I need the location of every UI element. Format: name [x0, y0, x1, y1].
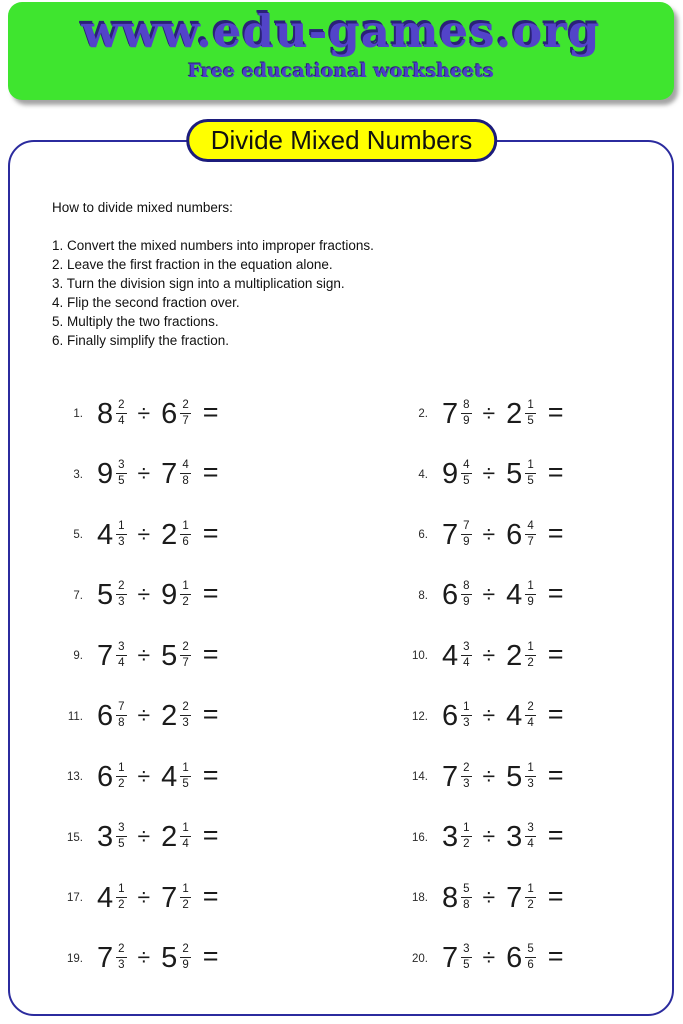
division-sign: ÷ [137, 399, 151, 426]
dividend-whole: 6 [442, 579, 459, 612]
problem-item [55, 687, 400, 748]
division-sign: ÷ [137, 762, 151, 789]
problem-number: 19. [67, 952, 83, 965]
fraction-denominator: 5 [118, 838, 125, 851]
equals-sign: = [547, 517, 564, 548]
dividend-fraction [461, 701, 471, 730]
fraction-numerator: 1 [180, 520, 190, 535]
divisor-mixed-number [506, 881, 536, 914]
dividend-whole: 7 [97, 942, 114, 975]
problem-item [55, 626, 400, 687]
equals-sign: = [202, 759, 219, 790]
fraction-denominator: 5 [527, 475, 534, 488]
instruction-step: 4. Flip the second fraction over. [52, 295, 240, 310]
divisor-whole: 4 [161, 760, 178, 793]
divisor-fraction [525, 399, 535, 428]
site-title: www.edu-games.org [81, 5, 601, 58]
divisor-mixed-number [161, 639, 191, 672]
equals-sign: = [202, 578, 219, 609]
dividend-whole: 8 [97, 397, 114, 430]
equals-sign: = [202, 880, 219, 911]
problem-item [55, 505, 400, 566]
fraction-numerator: 7 [461, 520, 471, 535]
divisor-mixed-number [506, 581, 536, 610]
problem-item [55, 929, 400, 990]
dividend-fraction [116, 822, 126, 851]
fraction-numerator: 4 [180, 459, 190, 474]
fraction-denominator: 4 [527, 717, 534, 730]
divisor-whole: 4 [506, 700, 523, 733]
division-sign: ÷ [482, 823, 496, 850]
divisor-fraction [180, 943, 190, 972]
dividend-mixed-number [442, 518, 472, 551]
dividend-fraction [461, 822, 471, 851]
fraction-denominator: 8 [182, 475, 189, 488]
division-sign: ÷ [482, 399, 496, 426]
equals-sign: = [202, 638, 219, 669]
problem-number: 6. [418, 529, 428, 542]
fraction-denominator: 5 [527, 414, 534, 427]
instruction-step: 6. Finally simplify the fraction. [52, 333, 230, 348]
fraction-denominator: 5 [463, 475, 470, 488]
equals-sign: = [202, 699, 219, 730]
divisor-fraction [180, 883, 190, 912]
problem-number: 16. [412, 831, 428, 844]
divisor-mixed-number [161, 581, 191, 610]
dividend-whole: 7 [442, 760, 459, 793]
dividend-fraction [116, 641, 126, 670]
dividend-mixed-number [97, 518, 127, 551]
divisor-mixed-number [161, 881, 191, 914]
dividend-whole: 6 [97, 760, 114, 793]
dividend-fraction [461, 943, 471, 972]
equals-sign: = [547, 638, 564, 669]
instruction-step: 3. Turn the division sign into a multiplication sign. [52, 276, 345, 291]
divisor-fraction [525, 520, 535, 549]
problem-number: 9. [73, 650, 83, 663]
divisor-fraction [180, 641, 190, 670]
problem-item [400, 384, 672, 445]
problem-number: 7. [73, 589, 83, 602]
fraction-denominator: 4 [182, 838, 189, 851]
fraction-numerator: 3 [116, 822, 126, 837]
divisor-whole: 3 [506, 821, 523, 854]
divisor-fraction [180, 399, 190, 428]
divisor-whole: 6 [506, 518, 523, 551]
fraction-denominator: 9 [463, 535, 470, 548]
dividend-mixed-number [97, 581, 127, 610]
site-banner [8, 2, 674, 100]
division-sign: ÷ [137, 823, 151, 850]
equals-sign: = [202, 941, 219, 972]
divisor-whole: 6 [161, 397, 178, 430]
dividend-mixed-number [97, 760, 127, 793]
fraction-denominator: 3 [118, 535, 125, 548]
division-sign: ÷ [482, 520, 496, 547]
divisor-whole: 2 [161, 518, 178, 551]
fraction-denominator: 6 [527, 959, 534, 972]
divisor-fraction [180, 762, 190, 791]
fraction-numerator: 8 [461, 399, 471, 414]
dividend-fraction [461, 641, 471, 670]
dividend-whole: 7 [442, 397, 459, 430]
divisor-whole: 7 [506, 881, 523, 914]
fraction-numerator: 2 [180, 943, 190, 958]
dividend-fraction [461, 459, 471, 488]
dividend-mixed-number [442, 881, 472, 914]
problem-number: 12. [412, 710, 428, 723]
problem-item [400, 445, 672, 506]
division-sign: ÷ [482, 883, 496, 910]
division-sign: ÷ [482, 762, 496, 789]
dividend-whole: 5 [97, 579, 114, 612]
problem-item [55, 566, 400, 627]
problem-number: 13. [67, 771, 83, 784]
problem-item [400, 808, 672, 869]
dividend-fraction [461, 883, 471, 912]
fraction-denominator: 5 [118, 475, 125, 488]
divisor-mixed-number [161, 944, 191, 973]
fraction-denominator: 4 [118, 656, 125, 669]
equals-sign: = [202, 820, 219, 851]
site-subtitle: Free educational worksheets [187, 60, 494, 82]
equals-sign: = [202, 517, 219, 548]
fraction-denominator: 5 [463, 959, 470, 972]
equals-sign: = [202, 457, 219, 488]
divisor-fraction [525, 641, 535, 670]
equals-sign: = [547, 396, 564, 427]
dividend-whole: 4 [97, 518, 114, 551]
dividend-mixed-number [442, 460, 472, 489]
fraction-numerator: 5 [525, 943, 535, 958]
problem-number: 5. [73, 529, 83, 542]
dividend-whole: 3 [97, 821, 114, 854]
divisor-whole: 7 [161, 458, 178, 491]
problem-item [55, 384, 400, 445]
fraction-numerator: 4 [525, 520, 535, 535]
fraction-numerator: 1 [180, 762, 190, 777]
fraction-numerator: 3 [461, 943, 471, 958]
dividend-fraction [116, 399, 126, 428]
fraction-denominator: 2 [527, 898, 534, 911]
dividend-mixed-number [97, 639, 127, 672]
fraction-denominator: 9 [463, 414, 470, 427]
fraction-denominator: 9 [527, 596, 534, 609]
fraction-denominator: 3 [463, 717, 470, 730]
divisor-fraction [525, 701, 535, 730]
fraction-numerator: 4 [461, 459, 471, 474]
fraction-denominator: 4 [463, 656, 470, 669]
dividend-mixed-number [442, 944, 472, 973]
division-sign: ÷ [137, 944, 151, 971]
worksheet-title-badge [186, 119, 498, 162]
fraction-denominator: 3 [118, 596, 125, 609]
divisor-whole: 2 [161, 821, 178, 854]
divisor-fraction [525, 822, 535, 851]
fraction-numerator: 5 [461, 883, 471, 898]
fraction-denominator: 5 [182, 777, 189, 790]
dividend-fraction [116, 520, 126, 549]
divisor-fraction [525, 459, 535, 488]
equals-sign: = [547, 578, 564, 609]
fraction-denominator: 3 [527, 777, 534, 790]
dividend-mixed-number [442, 581, 472, 610]
fraction-numerator: 1 [116, 883, 126, 898]
division-sign: ÷ [137, 460, 151, 487]
dividend-mixed-number [97, 944, 127, 973]
divisor-mixed-number [161, 518, 191, 551]
fraction-denominator: 2 [463, 838, 470, 851]
dividend-mixed-number [442, 397, 472, 430]
divisor-fraction [180, 701, 190, 730]
fraction-denominator: 4 [527, 838, 534, 851]
dividend-whole: 8 [442, 881, 459, 914]
problems-grid [10, 384, 672, 989]
equals-sign: = [547, 880, 564, 911]
divisor-mixed-number [161, 460, 191, 489]
instructions-heading: How to divide mixed numbers: [52, 200, 233, 215]
divisor-fraction [180, 520, 190, 549]
divisor-fraction [180, 822, 190, 851]
fraction-numerator: 2 [116, 580, 126, 595]
dividend-fraction [116, 459, 126, 488]
fraction-numerator: 7 [116, 701, 126, 716]
problem-item [400, 929, 672, 990]
dividend-fraction [116, 701, 126, 730]
dividend-whole: 6 [442, 700, 459, 733]
division-sign: ÷ [482, 702, 496, 729]
divisor-mixed-number [161, 702, 191, 731]
equals-sign: = [547, 941, 564, 972]
divisor-whole: 5 [506, 458, 523, 491]
divisor-mixed-number [506, 944, 536, 973]
fraction-denominator: 2 [182, 898, 189, 911]
fraction-numerator: 2 [180, 701, 190, 716]
fraction-numerator: 1 [180, 580, 190, 595]
problem-item [55, 445, 400, 506]
dividend-mixed-number [442, 760, 472, 793]
problem-item [55, 808, 400, 869]
divisor-mixed-number [161, 397, 191, 430]
fraction-denominator: 3 [118, 959, 125, 972]
fraction-denominator: 7 [182, 414, 189, 427]
divisor-whole: 5 [506, 760, 523, 793]
fraction-numerator: 1 [180, 822, 190, 837]
fraction-numerator: 3 [461, 641, 471, 656]
equals-sign: = [547, 457, 564, 488]
problem-item [400, 747, 672, 808]
fraction-denominator: 3 [463, 777, 470, 790]
equals-sign: = [547, 820, 564, 851]
dividend-mixed-number [442, 639, 472, 672]
division-sign: ÷ [137, 581, 151, 608]
division-sign: ÷ [482, 581, 496, 608]
dividend-fraction [116, 943, 126, 972]
divisor-mixed-number [506, 639, 536, 672]
dividend-fraction [116, 762, 126, 791]
division-sign: ÷ [482, 944, 496, 971]
dividend-mixed-number [97, 397, 127, 430]
divisor-mixed-number [161, 760, 191, 793]
division-sign: ÷ [137, 641, 151, 668]
problem-number: 11. [67, 710, 83, 723]
dividend-whole: 7 [442, 518, 459, 551]
fraction-denominator: 6 [182, 535, 189, 548]
instruction-step: 2. Leave the first fraction in the equation alone. [52, 257, 333, 272]
dividend-whole: 7 [97, 639, 114, 672]
dividend-mixed-number [97, 460, 127, 489]
dividend-mixed-number [97, 881, 127, 914]
division-sign: ÷ [137, 883, 151, 910]
fraction-numerator: 2 [116, 943, 126, 958]
dividend-fraction [116, 883, 126, 912]
fraction-denominator: 2 [118, 777, 125, 790]
dividend-whole: 6 [97, 700, 114, 733]
fraction-numerator: 3 [116, 641, 126, 656]
fraction-numerator: 2 [180, 399, 190, 414]
problem-number: 2. [418, 408, 428, 421]
problem-number: 20. [412, 952, 428, 965]
fraction-denominator: 3 [182, 717, 189, 730]
dividend-mixed-number [97, 823, 127, 852]
fraction-numerator: 2 [116, 399, 126, 414]
fraction-numerator: 1 [525, 883, 535, 898]
equals-sign: = [547, 759, 564, 790]
problem-item [400, 687, 672, 748]
problem-number: 18. [412, 892, 428, 905]
divisor-whole: 2 [506, 639, 523, 672]
dividend-mixed-number [442, 702, 472, 731]
fraction-numerator: 1 [525, 580, 535, 595]
division-sign: ÷ [482, 460, 496, 487]
dividend-fraction [116, 580, 126, 609]
divisor-fraction [180, 459, 190, 488]
divisor-whole: 2 [161, 700, 178, 733]
dividend-fraction [461, 762, 471, 791]
equals-sign: = [547, 699, 564, 730]
dividend-mixed-number [97, 702, 127, 731]
division-sign: ÷ [137, 702, 151, 729]
divisor-whole: 4 [506, 579, 523, 612]
problem-item [55, 747, 400, 808]
problem-number: 1. [73, 408, 83, 421]
divisor-mixed-number [506, 518, 536, 551]
problem-number: 17. [67, 892, 83, 905]
divisor-whole: 2 [506, 397, 523, 430]
instruction-step: 5. Multiply the two fractions. [52, 314, 219, 329]
fraction-numerator: 3 [116, 459, 126, 474]
worksheet-sheet [8, 140, 674, 1016]
equals-sign: = [202, 396, 219, 427]
fraction-numerator: 1 [180, 883, 190, 898]
divisor-fraction [525, 580, 535, 609]
problem-number: 8. [418, 589, 428, 602]
divisor-whole: 7 [161, 881, 178, 914]
fraction-denominator: 8 [463, 898, 470, 911]
dividend-mixed-number [442, 823, 472, 852]
dividend-whole: 9 [442, 458, 459, 491]
divisor-fraction [525, 943, 535, 972]
problem-item [400, 566, 672, 627]
dividend-fraction [461, 520, 471, 549]
fraction-numerator: 1 [116, 762, 126, 777]
fraction-numerator: 2 [525, 701, 535, 716]
problem-item [400, 505, 672, 566]
fraction-numerator: 1 [525, 641, 535, 656]
fraction-numerator: 1 [525, 459, 535, 474]
fraction-numerator: 2 [180, 641, 190, 656]
fraction-numerator: 1 [461, 822, 471, 837]
divisor-mixed-number [161, 823, 191, 852]
fraction-denominator: 2 [118, 898, 125, 911]
instruction-steps [52, 236, 374, 350]
divisor-mixed-number [506, 397, 536, 430]
problem-number: 15. [67, 831, 83, 844]
problem-item [400, 626, 672, 687]
divisor-fraction [525, 762, 535, 791]
instruction-step: 1. Convert the mixed numbers into improper fractions. [52, 238, 374, 253]
fraction-numerator: 1 [461, 701, 471, 716]
fraction-numerator: 1 [525, 762, 535, 777]
fraction-denominator: 9 [463, 596, 470, 609]
divisor-whole: 6 [506, 942, 523, 975]
fraction-denominator: 7 [527, 535, 534, 548]
fraction-numerator: 1 [116, 520, 126, 535]
fraction-numerator: 8 [461, 580, 471, 595]
division-sign: ÷ [482, 641, 496, 668]
problem-number: 4. [418, 468, 428, 481]
problem-number: 3. [73, 468, 83, 481]
divisor-whole: 5 [161, 639, 178, 672]
dividend-whole: 7 [442, 942, 459, 975]
fraction-numerator: 1 [525, 399, 535, 414]
fraction-numerator: 3 [525, 822, 535, 837]
divisor-mixed-number [506, 460, 536, 489]
divisor-fraction [180, 580, 190, 609]
fraction-denominator: 2 [527, 656, 534, 669]
divisor-whole: 9 [161, 579, 178, 612]
divisor-fraction [525, 883, 535, 912]
fraction-denominator: 7 [182, 656, 189, 669]
problem-number: 14. [412, 771, 428, 784]
division-sign: ÷ [137, 520, 151, 547]
problem-number: 10. [412, 650, 428, 663]
divisor-mixed-number [506, 823, 536, 852]
divisor-mixed-number [506, 702, 536, 731]
worksheet-title: Divide Mixed Numbers [210, 125, 473, 155]
dividend-fraction [461, 580, 471, 609]
dividend-whole: 4 [97, 881, 114, 914]
divisor-whole: 5 [161, 942, 178, 975]
dividend-fraction [461, 399, 471, 428]
dividend-whole: 9 [97, 458, 114, 491]
instructions-block [52, 198, 374, 350]
fraction-denominator: 2 [182, 596, 189, 609]
problem-item [400, 868, 672, 929]
fraction-denominator: 8 [118, 717, 125, 730]
fraction-numerator: 2 [461, 762, 471, 777]
fraction-denominator: 4 [118, 414, 125, 427]
dividend-whole: 4 [442, 639, 459, 672]
fraction-denominator: 9 [182, 959, 189, 972]
problem-item [55, 868, 400, 929]
divisor-mixed-number [506, 760, 536, 793]
dividend-whole: 3 [442, 821, 459, 854]
